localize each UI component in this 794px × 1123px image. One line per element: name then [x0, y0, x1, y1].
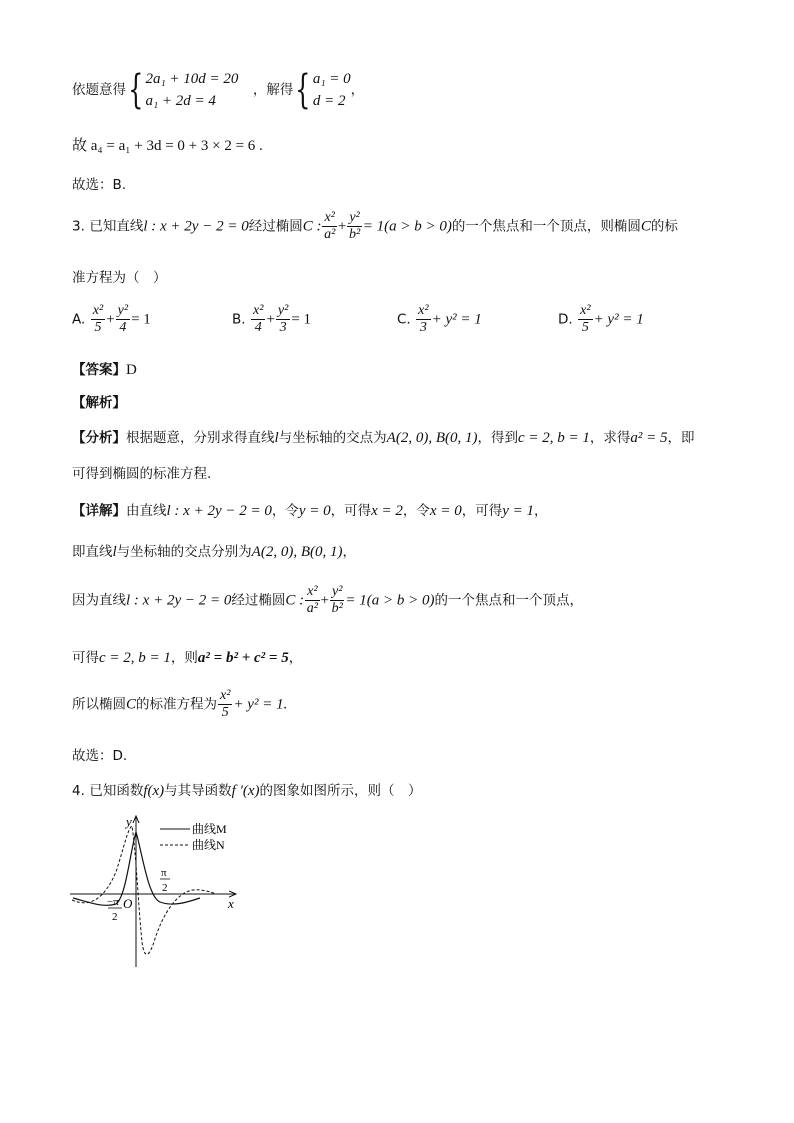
- y0: y = 0: [298, 503, 331, 519]
- equation-tail: + y² = 1.: [233, 696, 288, 713]
- option-label: B.: [232, 311, 246, 328]
- equals: = 1: [291, 311, 312, 328]
- denominator: 5: [221, 705, 229, 720]
- kede-text-1: 可得: [72, 650, 99, 666]
- denominator: b²: [331, 601, 343, 616]
- xj-text-6: ，: [533, 503, 548, 519]
- solution-2: d = 2: [312, 93, 346, 109]
- choice-d-line: 故选：D.: [72, 748, 128, 764]
- q3-text-1: 已知直线: [89, 218, 144, 235]
- choice-b-line: 故选：B.: [72, 177, 127, 193]
- denominator: 5: [581, 320, 589, 335]
- a2-expression: a² = b² + c² = 5: [197, 650, 289, 666]
- fenxi-text-6: 可得到椭圆的标准方程.: [72, 466, 212, 482]
- denominator: 3: [279, 320, 287, 335]
- numerator: x²: [253, 303, 264, 318]
- question-3: 3. 已知直线l : x + 2y − 2 = 0经过椭圆C : $\frac{\text{x²}}{\text{a²}}$ + $\frac{\text{y²}}{\text{b²}}$ = 1(a > b > 0)的一个焦点和一个顶点，则椭圆C的标: [72, 210, 678, 242]
- q3-text-2: 经过椭圆: [248, 218, 303, 235]
- ellipse-condition: = 1(a > b > 0): [345, 592, 435, 609]
- suoyi-text-1: 所以椭圆: [72, 696, 126, 713]
- comma: ，: [350, 82, 365, 98]
- pos-pi-den: 2: [162, 882, 168, 894]
- fenxi-text-1: 根据题意，分别求得直线: [126, 430, 275, 446]
- q4-text-1: 已知函数: [89, 783, 144, 799]
- line-equation: l : x + 2y − 2 = 0: [166, 503, 272, 519]
- q3-text-5: 的标: [650, 218, 678, 235]
- fraction-y2-b2: [347, 210, 361, 243]
- suoyi-text-2: 的标准方程为: [136, 696, 218, 713]
- x0: x = 0: [429, 503, 462, 519]
- pos-pi-num: π: [161, 867, 167, 879]
- cb-values: c = 2, b = 1: [99, 650, 171, 666]
- numerator: y²: [277, 303, 289, 318]
- numerator: x²: [92, 303, 104, 318]
- numerator: x²: [307, 584, 318, 599]
- neg-pi-num: −π: [107, 896, 119, 908]
- numerator: x²: [324, 210, 335, 225]
- fraction-x2-a2: [322, 210, 336, 243]
- denominator: 3: [419, 320, 427, 335]
- y-label: y: [126, 814, 132, 829]
- ellipse-c: C: [126, 696, 137, 713]
- yw-text-3: 的一个焦点和一个顶点，: [434, 592, 584, 609]
- jiao-text-1: 即直线: [72, 544, 113, 560]
- left-brace: {: [128, 67, 144, 113]
- answer-tag: 【答案】: [72, 362, 126, 378]
- q3-text-6: 准方程为（ ）: [72, 270, 167, 286]
- y1: y = 1: [502, 503, 534, 519]
- xj-text-4: ，令: [402, 503, 430, 519]
- fenxi-text-4: ，求得: [589, 430, 631, 446]
- neg-pi-den: 2: [112, 911, 118, 923]
- function-graph: [68, 812, 248, 972]
- jiao-text-3: ，: [342, 544, 356, 560]
- numerator: x²: [580, 303, 591, 318]
- denominator: a²: [324, 227, 336, 242]
- plus: +: [266, 311, 275, 328]
- xj-text-5: ，可得: [461, 503, 503, 519]
- answer-line: [72, 358, 794, 379]
- xj-text-2: ，令: [271, 503, 299, 519]
- option-label: D.: [558, 311, 573, 328]
- function-f: f(x): [143, 783, 165, 799]
- option-label: C.: [397, 311, 411, 328]
- question-4: [72, 779, 794, 800]
- fenxi-tag: 【分析】: [72, 430, 126, 446]
- line-equation: l : x + 2y − 2 = 0: [143, 218, 249, 235]
- ellipse-name: C :: [285, 592, 305, 609]
- numerator: y²: [349, 210, 360, 225]
- equals: = 1: [131, 311, 151, 328]
- left-brace-2: {: [295, 67, 311, 113]
- analysis-tag: 【解析】: [72, 395, 126, 411]
- intersection-line: [72, 540, 794, 561]
- x2: x = 2: [371, 503, 403, 519]
- xiangjie-line: [72, 499, 794, 520]
- solution-1: a₁ = 0: [312, 71, 351, 87]
- question-number: 4.: [72, 783, 85, 799]
- q4-text-3: 的图象如图所示，则（ ）: [259, 783, 422, 799]
- legend-n: 曲线N: [192, 838, 225, 852]
- xj-text-1: 由直线: [126, 503, 167, 519]
- conclusion-line: [72, 688, 794, 721]
- ellipse-condition: = 1(a > b > 0): [362, 218, 452, 235]
- points: A(2, 0), B(0, 1): [386, 430, 478, 446]
- yw-text-2: 经过椭圆: [231, 592, 286, 609]
- function-f-prime: f ′(x): [231, 783, 260, 799]
- numerator: y²: [332, 584, 343, 599]
- ellipse-c: C: [640, 218, 651, 235]
- denominator: 5: [94, 320, 102, 335]
- question-number: 3.: [72, 218, 85, 235]
- denominator: 4: [254, 320, 262, 335]
- kede-text-2: ，则: [170, 650, 198, 666]
- option-c[interactable]: [397, 303, 482, 336]
- a4-result: 故 a₄ = a₁ + 3d = 0 + 3 × 2 = 6 .: [72, 138, 263, 154]
- option-a[interactable]: [72, 303, 151, 336]
- q4-text-2: 与其导函数: [164, 783, 232, 799]
- fenxi-text-3: ，得到: [477, 430, 518, 446]
- answer-value: D: [126, 362, 137, 378]
- points: A(2, 0), B(0, 1): [251, 544, 343, 560]
- xj-text-3: ，可得: [330, 503, 372, 519]
- denominator: a²: [306, 601, 318, 616]
- line-l: l: [112, 544, 117, 560]
- fenxi-text-2: 与坐标轴的交点为: [278, 430, 387, 446]
- yw-text-1: 因为直线: [72, 592, 126, 609]
- xiangjie-tag: 【详解】: [72, 503, 126, 519]
- equation-system: [145, 68, 238, 112]
- origin-label: O: [123, 896, 133, 911]
- ellipse-name: C :: [302, 218, 322, 235]
- option-tail: + y² = 1: [431, 311, 482, 328]
- x-label: x: [228, 896, 234, 911]
- line-equation: l : x + 2y − 2 = 0: [126, 592, 232, 609]
- numerator: x²: [220, 688, 231, 703]
- q3-text-3: 的一个焦点和一个顶点，则椭圆: [451, 218, 641, 235]
- option-b[interactable]: [232, 303, 311, 336]
- hence-line: [72, 646, 794, 667]
- solution-system: [313, 68, 351, 112]
- jiao-text-2: 与坐标轴的交点分别为: [116, 544, 252, 560]
- option-label: A.: [72, 311, 86, 328]
- solution-system-line: [72, 68, 794, 112]
- kede-text-3: ，: [288, 650, 303, 666]
- a2-value: a² = 5: [630, 430, 668, 446]
- legend-m: 曲线M: [192, 822, 227, 836]
- plus: +: [106, 311, 115, 328]
- equation-1: 2a₁ + 10d = 20: [145, 71, 239, 87]
- fenxi-text-5: ，即: [667, 430, 695, 446]
- denominator: 4: [119, 320, 127, 335]
- line-l: l: [274, 430, 279, 446]
- denominator: b²: [348, 227, 361, 242]
- text-solve: ，解得: [252, 82, 294, 98]
- because-line: 因为直线l : x + 2y − 2 = 0经过椭圆C : $\frac{\text{x²}}{\text{a²}}$ + $\frac{\text{y²}}{\text{b²}}$ = 1(a > b > 0)的一个焦点和一个顶点，: [72, 584, 584, 616]
- fenxi-line: [72, 426, 794, 447]
- option-tail: + y² = 1: [593, 311, 644, 328]
- option-d[interactable]: [558, 303, 644, 336]
- text-prefix: 依题意得: [72, 82, 126, 98]
- equation-2: a₁ + 2d = 4: [145, 93, 216, 109]
- cb-values: c = 2, b = 1: [517, 430, 590, 446]
- numerator: y²: [117, 303, 129, 318]
- numerator: x²: [418, 303, 429, 318]
